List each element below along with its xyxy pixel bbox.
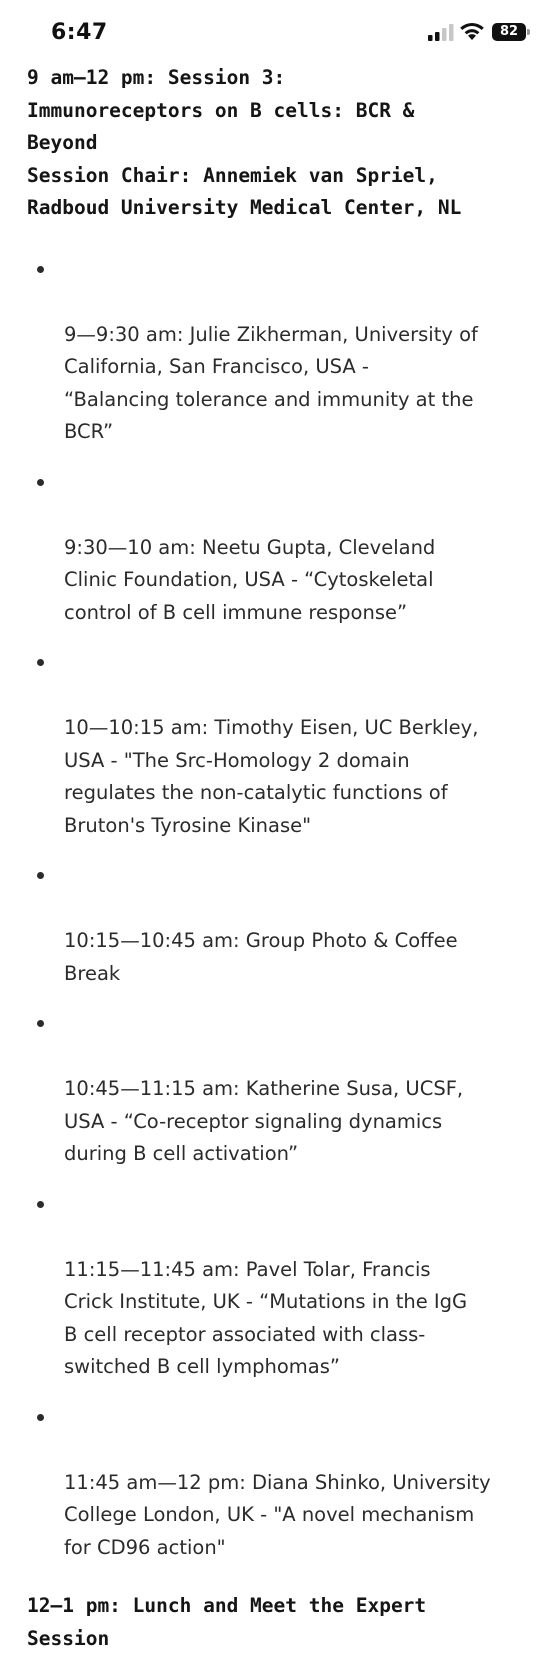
list-item [0, 467, 554, 630]
session-heading-line: Beyond [27, 127, 547, 160]
status-time: 6:47 [51, 20, 108, 45]
next-session-heading-line: 12—1 pm: Lunch and Meet the Expert [27, 1590, 547, 1623]
bullet-icon [37, 1201, 44, 1208]
page-content [0, 62, 554, 1655]
talk-text: 10:15—10:45 am: Group Photo & Coffee Break [64, 929, 458, 985]
battery-cap [527, 29, 530, 35]
session-heading-line: 9 am—12 pm: Session 3: [27, 62, 547, 95]
talk-text: 11:45 am—12 pm: Diana Shinko, University College London, UK - "A novel mechanism for CD96 action" [64, 1471, 491, 1559]
talk-text: 10:45—11:15 am: Katherine Susa, UCSF, USA - “Co-receptor signaling dynamics during B cell activation” [64, 1077, 463, 1165]
status-bar [0, 0, 554, 62]
talk-text: 9—9:30 am: Julie Zikherman, University of California, San Francisco, USA - “Balancing tolerance and immunity at the BCR” [64, 323, 478, 444]
list-item [0, 1008, 554, 1171]
bullet-icon [37, 659, 44, 666]
session-heading-line: Session Chair: Annemiek van Spriel, [27, 160, 547, 193]
list-item [0, 1402, 554, 1565]
wifi-icon [459, 22, 485, 41]
next-session-heading-line: Session [27, 1623, 547, 1655]
bullet-icon [37, 479, 44, 486]
list-item [0, 860, 554, 990]
next-session-heading [27, 1590, 547, 1655]
session-heading-line: Radboud University Medical Center, NL [27, 192, 547, 225]
bullet-icon [37, 1020, 44, 1027]
bullet-icon [37, 1414, 44, 1421]
battery-level: 82 [500, 24, 518, 39]
list-item [0, 1189, 554, 1384]
battery-icon [492, 23, 526, 41]
list-item [0, 254, 554, 449]
talk-list [0, 254, 554, 1565]
talk-text: 10—10:15 am: Timothy Eisen, UC Berkley, USA - "The Src-Homology 2 domain regulates the non-catalytic functions of Bruton's Tyrosine Kinase" [64, 716, 478, 837]
bullet-icon [37, 872, 44, 879]
bullet-icon [37, 266, 44, 273]
list-item [0, 647, 554, 842]
cellular-signal-icon [428, 24, 454, 41]
talk-text: 9:30—10 am: Neetu Gupta, Cleveland Clinic Foundation, USA - “Cytoskeletal control of B cell immune response” [64, 536, 435, 624]
session-heading [27, 62, 547, 225]
talk-text: 11:15—11:45 am: Pavel Tolar, Francis Crick Institute, UK - “Mutations in the IgG B cell receptor associated with class- switched B cell lymphomas” [64, 1258, 467, 1379]
session-heading-line: Immunoreceptors on B cells: BCR & [27, 95, 547, 128]
